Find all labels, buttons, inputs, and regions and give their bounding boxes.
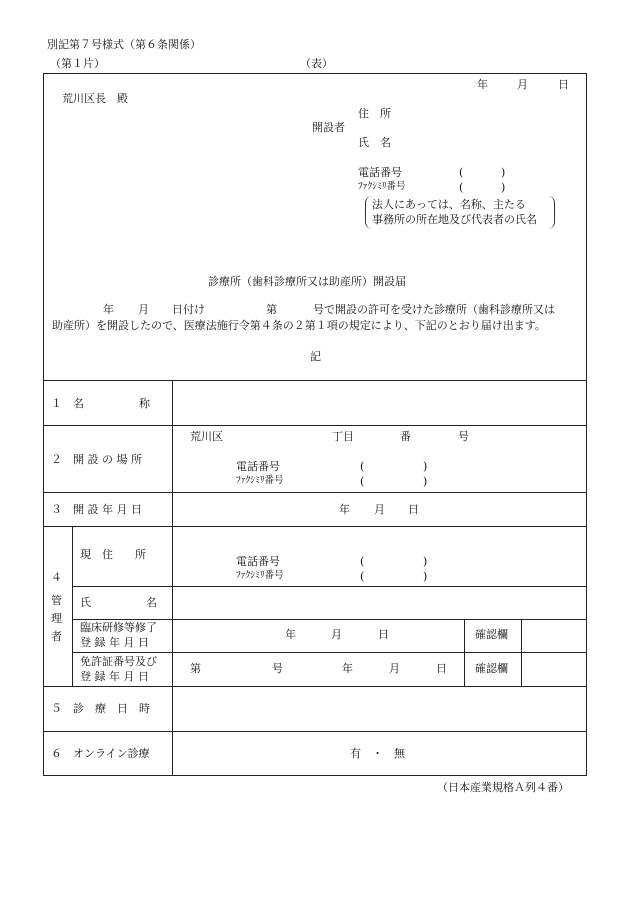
training-confirm-label: 確認欄 bbox=[475, 628, 508, 641]
body-dated: 日付け bbox=[172, 303, 205, 316]
table-line bbox=[464, 619, 465, 686]
paren-close: ) bbox=[423, 570, 428, 583]
date-month: 月 bbox=[517, 78, 528, 91]
location-go: 号 bbox=[458, 430, 469, 443]
training-month: 月 bbox=[331, 628, 342, 641]
manager-name-label: 氏 名 bbox=[80, 596, 157, 609]
opening-year: 年 bbox=[339, 503, 350, 516]
body-line-1: 号で開設の許可を受けた診療所（歯科診療所又は bbox=[313, 303, 555, 316]
founder-phone-label: 電話番号 bbox=[358, 166, 402, 179]
row-hours-label: ５ 診 療 日 時 bbox=[51, 702, 150, 715]
corporation-note-line-2: 事務所の所在地及び代表者の氏名 bbox=[372, 213, 537, 226]
founder-fax-label: ﾌｧｸｼﾐﾘ番号 bbox=[358, 181, 406, 192]
location-ward: 荒川区 bbox=[190, 430, 223, 443]
license-dai: 第 bbox=[190, 662, 201, 675]
opening-day: 日 bbox=[408, 503, 419, 516]
paper-size-note: （日本産業規格Ａ列４番） bbox=[437, 781, 569, 794]
table-line bbox=[72, 652, 587, 653]
table-line bbox=[43, 425, 587, 426]
row-opening-date-label: ３ 開 設 年 月 日 bbox=[51, 503, 142, 516]
paren-open: ( bbox=[360, 460, 365, 473]
paren-open: ( bbox=[459, 166, 464, 179]
body-dai: 第 bbox=[266, 303, 277, 316]
body-year: 年 bbox=[103, 303, 114, 316]
founder-name-label: 氏 名 bbox=[358, 136, 391, 149]
row-online-label: ６ オンライン診療 bbox=[51, 747, 150, 760]
founder-address-label: 住 所 bbox=[358, 107, 391, 120]
paren-open: ( bbox=[360, 555, 365, 568]
form-number: 別記第７号様式（第６条関係） bbox=[47, 38, 201, 51]
training-label-1: 臨床研修等修了 bbox=[80, 621, 157, 634]
paren-close: ) bbox=[423, 460, 428, 473]
row-name-label: １ 名 称 bbox=[51, 397, 150, 410]
table-line bbox=[43, 731, 587, 732]
body-month: 月 bbox=[138, 303, 149, 316]
body-line-2: 助産所）を開設したので、医療法施行令第４条の２第１項の規定により、下記のとおり届け出ます。 bbox=[52, 319, 546, 332]
training-day: 日 bbox=[378, 628, 389, 641]
paren-open: ( bbox=[360, 475, 365, 488]
paren-open: ( bbox=[360, 570, 365, 583]
corporation-note-line-1: 法人にあっては、名称、主たる bbox=[372, 198, 526, 211]
facility-name-field[interactable] bbox=[173, 381, 586, 425]
license-confirm-label: 確認欄 bbox=[475, 662, 508, 675]
date-day: 日 bbox=[558, 78, 569, 91]
table-line bbox=[72, 526, 73, 686]
table-line bbox=[521, 619, 522, 686]
paren-close: ) bbox=[423, 475, 428, 488]
date-year: 年 bbox=[477, 78, 488, 91]
training-year: 年 bbox=[285, 628, 296, 641]
online-yes-no[interactable]: 有 ・ 無 bbox=[350, 747, 405, 760]
location-ban: 番 bbox=[400, 430, 411, 443]
addressee: 荒川区長 殿 bbox=[62, 92, 128, 105]
location-fax-label: ﾌｧｸｼﾐﾘ番号 bbox=[236, 475, 284, 486]
table-line bbox=[43, 526, 587, 527]
manager-address-label: 現 住 所 bbox=[80, 548, 146, 561]
license-go: 号 bbox=[272, 662, 283, 675]
manager-char: 理 bbox=[51, 612, 62, 625]
paren-close: ) bbox=[501, 166, 506, 179]
founder-label: 開設者 bbox=[312, 121, 345, 134]
table-line bbox=[72, 586, 587, 587]
license-day: 日 bbox=[436, 662, 447, 675]
sheet-label: （第１片） bbox=[50, 57, 105, 70]
training-label-2: 登 録 年 月 日 bbox=[80, 636, 149, 649]
hours-field[interactable] bbox=[173, 687, 586, 730]
location-chome: 丁目 bbox=[332, 430, 354, 443]
license-label-1: 免許証番号及び bbox=[80, 655, 157, 668]
license-year: 年 bbox=[342, 662, 353, 675]
manager-fax-label: ﾌｧｸｼﾐﾘ番号 bbox=[236, 570, 284, 581]
ki-label: 記 bbox=[310, 350, 321, 363]
side-label: （表） bbox=[300, 57, 333, 70]
paren-close: ) bbox=[423, 555, 428, 568]
manager-char: 管 bbox=[51, 594, 62, 607]
paren-close: ) bbox=[501, 181, 506, 194]
location-phone-label: 電話番号 bbox=[236, 460, 280, 473]
paren-open: ( bbox=[459, 181, 464, 194]
opening-month: 月 bbox=[374, 503, 385, 516]
manager-char: 者 bbox=[51, 630, 62, 643]
manager-phone-label: 電話番号 bbox=[236, 555, 280, 568]
license-month: 月 bbox=[389, 662, 400, 675]
manager-number: ４ bbox=[51, 571, 62, 584]
form-title: 診療所（歯科診療所又は助産所）開設届 bbox=[208, 275, 406, 288]
row-location-label: ２ 開 設 の 場 所 bbox=[51, 453, 142, 466]
table-line bbox=[43, 492, 587, 493]
license-label-2: 登 録 年 月 日 bbox=[80, 670, 149, 683]
table-line bbox=[72, 619, 587, 620]
